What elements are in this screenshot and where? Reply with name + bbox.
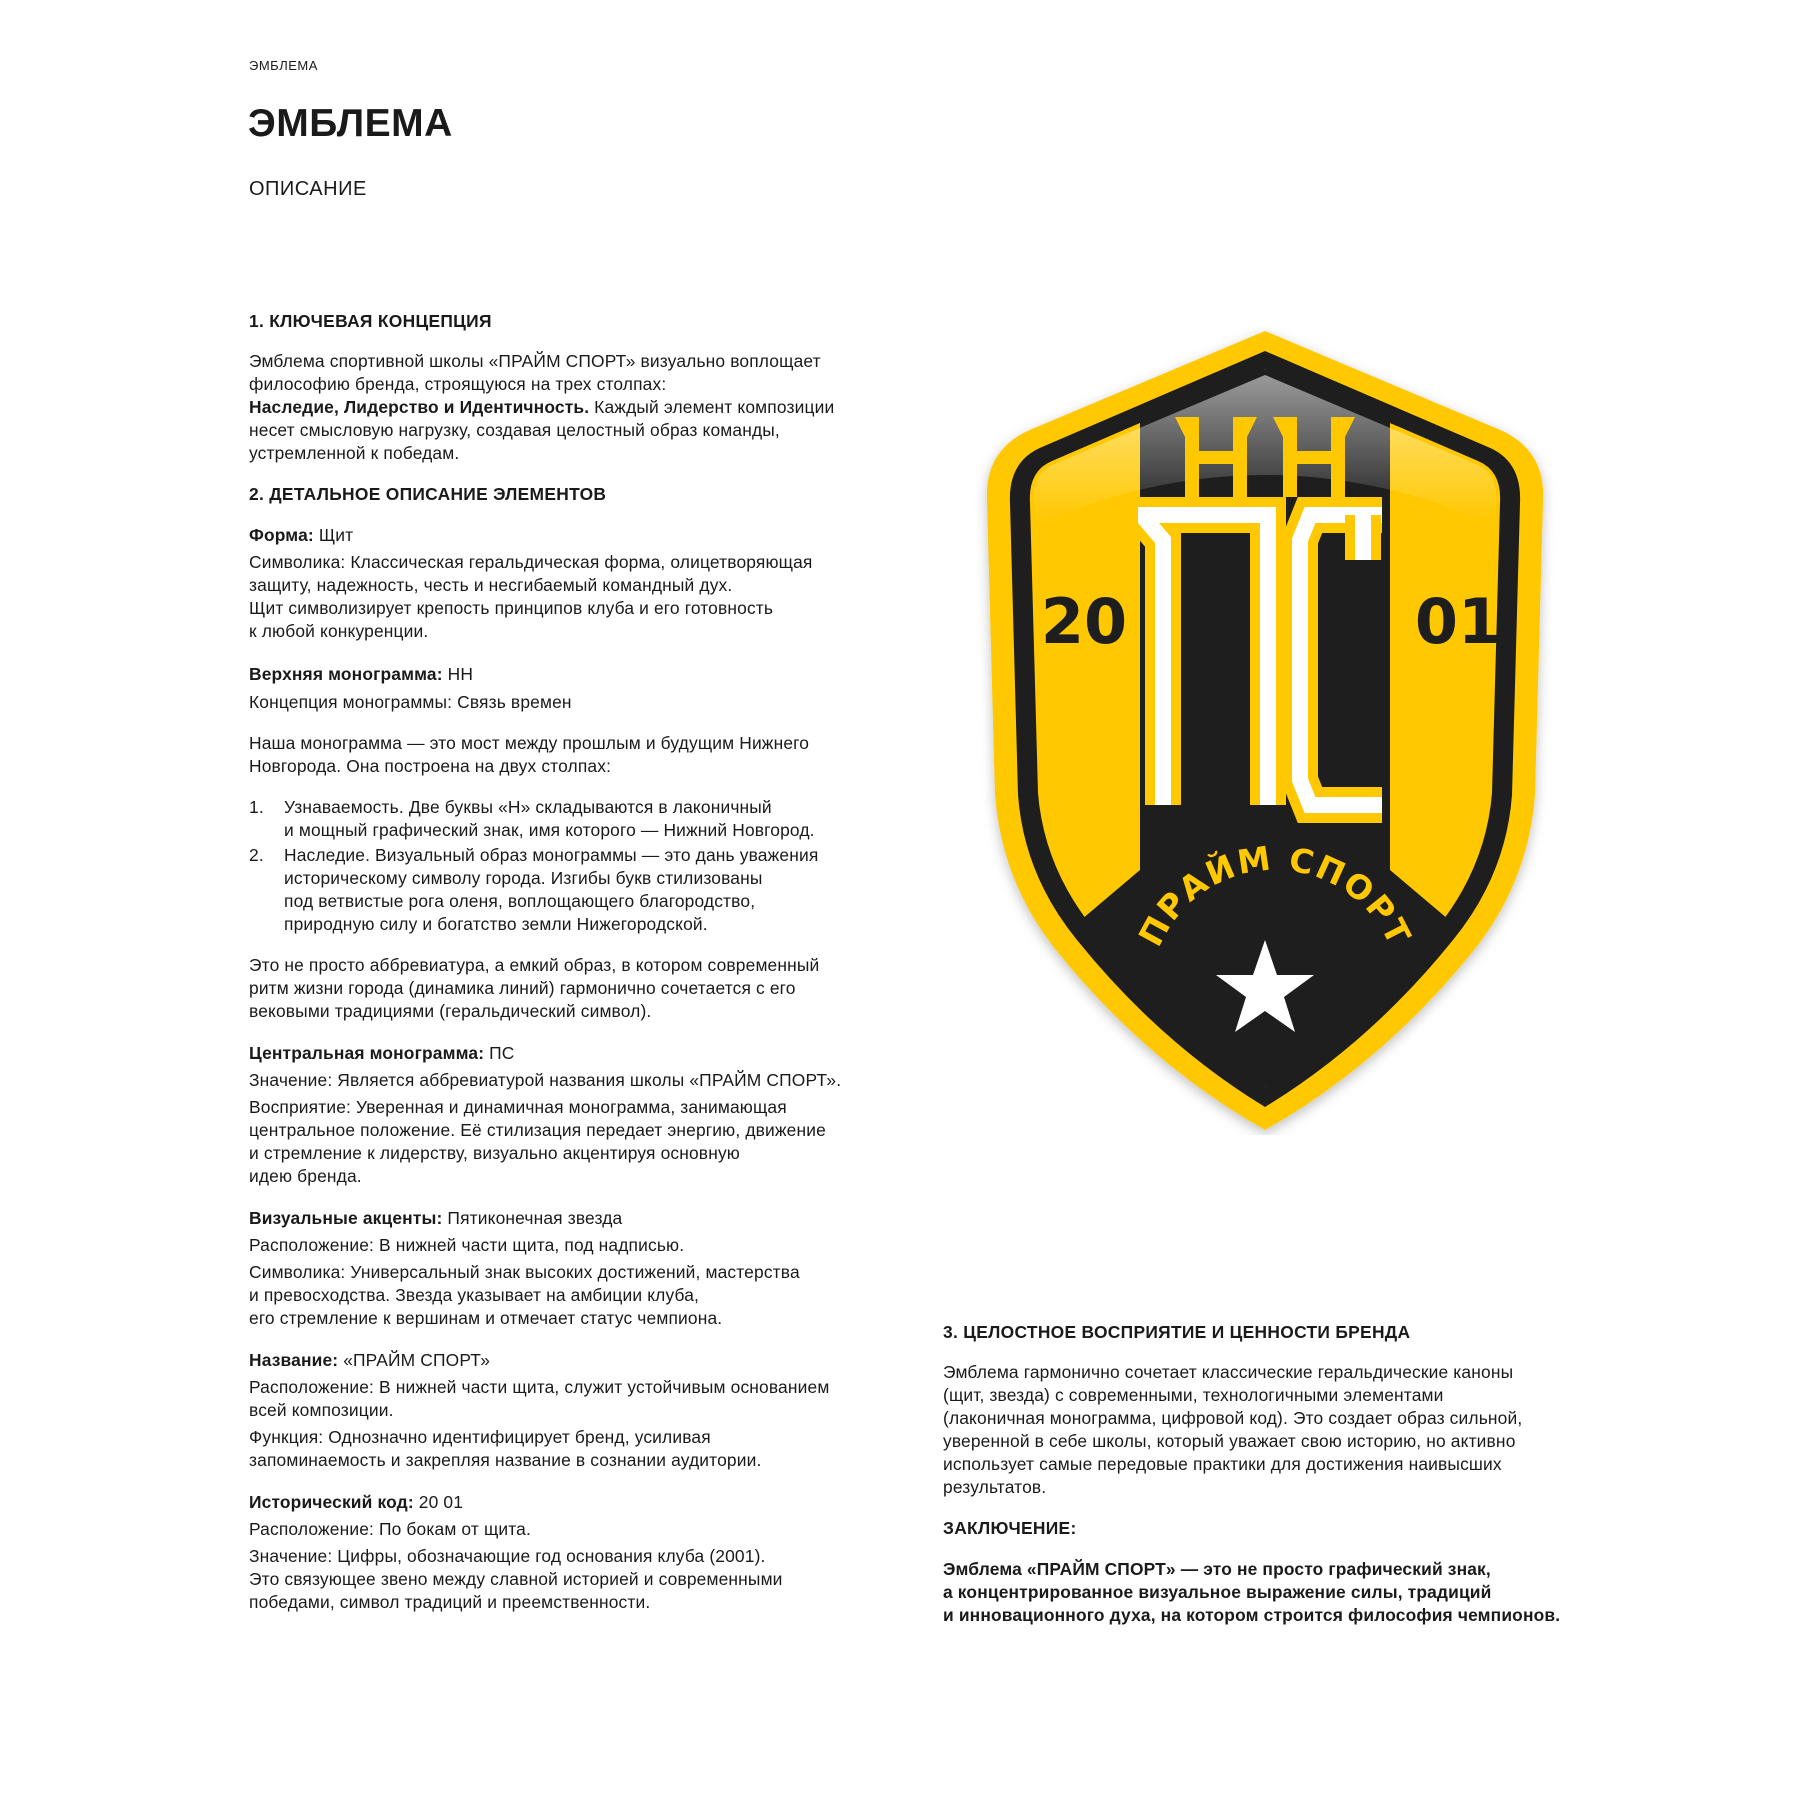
central-monogram-block — [249, 1042, 909, 1188]
text-line: несет смысловую нагрузку, создавая целостный образ команды, — [249, 420, 780, 440]
list-number: 2. — [249, 845, 264, 865]
form-block — [249, 524, 909, 643]
text-line: Символика: Классическая геральдическая форма, олицетворяющая — [249, 552, 813, 572]
field-label: Центральная монограмма: — [249, 1043, 485, 1063]
text-line: использует самые передовые практики для достижения наивысших — [943, 1454, 1502, 1474]
field-label: Верхняя монограмма: — [249, 664, 443, 684]
field-label: Название: — [249, 1350, 339, 1370]
text-line: идею бренда. — [249, 1166, 362, 1186]
top-monogram-block — [249, 663, 909, 1023]
text-line: Щит символизирует крепость принципов клуба и его готовность — [249, 598, 774, 618]
field-value: Щит — [313, 525, 354, 545]
text-line: Наследие. Визуальный образ монограммы — это дань уважения — [284, 845, 819, 865]
section-3-heading: 3. ЦЕЛОСТНОЕ ВОСПРИЯТИЕ И ЦЕННОСТИ БРЕНДА — [943, 1322, 1411, 1342]
text-line: Эмблема спортивной школы «ПРАЙМ СПОРТ» визуально воплощает — [249, 351, 821, 371]
text-line: Восприятие: Уверенная и динамичная монограмма, занимающая — [249, 1097, 787, 1117]
text-line: Эмблема «ПРАЙМ СПОРТ» — это не просто графический знак, — [943, 1559, 1491, 1579]
page-title: ЭМБЛЕМА — [248, 102, 453, 145]
text-line: Это связующее звено между славной историей и современными — [249, 1569, 783, 1589]
field-value: «ПРАЙМ СПОРТ» — [338, 1350, 491, 1370]
text-line: его стремление к вершинам и отмечает статус чемпиона. — [249, 1308, 723, 1328]
text-line: Значение: Является аббревиатурой названия школы «ПРАЙМ СПОРТ». — [249, 1070, 842, 1090]
text-line: Эмблема гармонично сочетает классические геральдические каноны — [943, 1362, 1514, 1382]
text-line: и мощный графический знак, имя которого — Нижний Новгород. — [284, 820, 815, 840]
text-line: Наша монограмма — это мост между прошлым и будущим Нижнего — [249, 733, 810, 753]
text-line: Функция: Однозначно идентифицирует бренд, усиливая — [249, 1427, 711, 1447]
list-item — [249, 844, 909, 936]
text-line: Символика: Универсальный знак высоких достижений, мастерства — [249, 1262, 800, 1282]
text-line: и превосходства. Звезда указывает на амбиции клуба, — [249, 1285, 700, 1305]
field-value: Пятиконечная звезда — [442, 1208, 623, 1228]
pillars-bold: Наследие, Лидерство и Идентичность. — [249, 397, 590, 417]
text-line: под ветвистые рога оленя, воплощающего благородство, — [284, 891, 756, 911]
field-label: Визуальные акценты: — [249, 1208, 443, 1228]
section-2-heading: 2. ДЕТАЛЬНОЕ ОПИСАНИЕ ЭЛЕМЕНТОВ — [249, 484, 607, 504]
text-line: философию бренда, строящуюся на трех столпах: — [249, 374, 667, 394]
field-value: НН — [442, 664, 474, 684]
text-line — [249, 1042, 909, 1065]
text-line: и инновационного духа, на котором строится философия чемпионов. — [943, 1605, 1561, 1625]
text-line: историческому символу города. Изгибы букв стилизованы — [284, 868, 763, 888]
text-line: результатов. — [943, 1477, 1047, 1497]
text-line: природную силу и богатство земли Нижегородской. — [284, 914, 708, 934]
text-line: Узнаваемость. Две буквы «Н» складываются в лаконичный — [284, 797, 772, 817]
text-line: и стремление к лидерству, визуально акцентируя основную — [249, 1143, 740, 1163]
brand-values-column — [943, 1321, 1603, 1627]
text-line: всей композиции. — [249, 1400, 394, 1420]
text-line: Расположение: В нижней части щита, под надписью. — [249, 1235, 685, 1255]
text-line — [249, 1349, 909, 1372]
accents-block — [249, 1207, 909, 1330]
name-block — [249, 1349, 909, 1472]
text-line: запоминаемость и закрепляя название в сознании аудитории. — [249, 1450, 762, 1470]
field-label: Форма: — [249, 525, 314, 545]
text-line: Концепция монограммы: Связь времен — [249, 692, 572, 712]
section-1-body — [249, 350, 909, 465]
text-line — [249, 663, 909, 686]
field-label: Исторический код: — [249, 1492, 414, 1512]
section-3-body — [943, 1361, 1603, 1499]
field-value: ПС — [484, 1043, 515, 1063]
text-line: вековыми традициями (геральдический символ). — [249, 1001, 652, 1021]
text-line: уверенной в себе школы, который уважает свою историю, но активно — [943, 1431, 1516, 1451]
text-line — [249, 524, 909, 547]
text-line: центральное положение. Её стилизация передает энергию, движение — [249, 1120, 826, 1140]
description-column — [249, 310, 909, 1614]
text-line: ритм жизни города (динамика линий) гармонично сочетается с его — [249, 978, 796, 998]
year-left: 20 — [1040, 585, 1128, 658]
text-line — [249, 396, 909, 419]
page-overline: ЭМБЛЕМА — [249, 58, 318, 73]
text-line: (лаконичная монограмма, цифровой код). Это создает образ сильной, — [943, 1408, 1523, 1428]
text-line: Новгорода. Она построена на двух столпах: — [249, 756, 612, 776]
text-line: устремленной к победам. — [249, 443, 460, 463]
emblem-logo — [950, 325, 1580, 1135]
text-line: победами, символ традиций и преемственности. — [249, 1592, 651, 1612]
conclusion-body — [943, 1558, 1603, 1627]
field-value: 20 01 — [413, 1492, 464, 1512]
text-line: (щит, звезда) с современными, технологичными элементами — [943, 1385, 1444, 1405]
text-line — [249, 1491, 909, 1514]
text-line: Это не просто аббревиатура, а емкий образ, в котором современный — [249, 955, 820, 975]
pillars-list — [249, 796, 909, 936]
text-line: Расположение: В нижней части щита, служит устойчивым основанием — [249, 1377, 830, 1397]
list-item — [249, 796, 909, 842]
text-line — [249, 1207, 909, 1230]
text-line: Расположение: По бокам от щита. — [249, 1519, 531, 1539]
year-right: 01 — [1414, 585, 1502, 658]
text-line: к любой конкуренции. — [249, 621, 429, 641]
text-line: а концентрированное визуальное выражение силы, традиций — [943, 1582, 1492, 1602]
code-block — [249, 1491, 909, 1614]
text-line: защиту, надежность, честь и несгибаемый командный дух. — [249, 575, 733, 595]
text-line: Значение: Цифры, обозначающие год основания клуба (2001). — [249, 1546, 766, 1566]
arc-name-textpath: ПРАЙМ СПОРТ — [1130, 838, 1420, 953]
page-subtitle: ОПИСАНИЕ — [249, 178, 367, 200]
text-span: Каждый элемент композиции — [589, 397, 835, 417]
list-number: 1. — [249, 797, 264, 817]
conclusion-heading: ЗАКЛЮЧЕНИЕ: — [943, 1518, 1077, 1538]
section-1-heading: 1. КЛЮЧЕВАЯ КОНЦЕПЦИЯ — [249, 311, 492, 331]
